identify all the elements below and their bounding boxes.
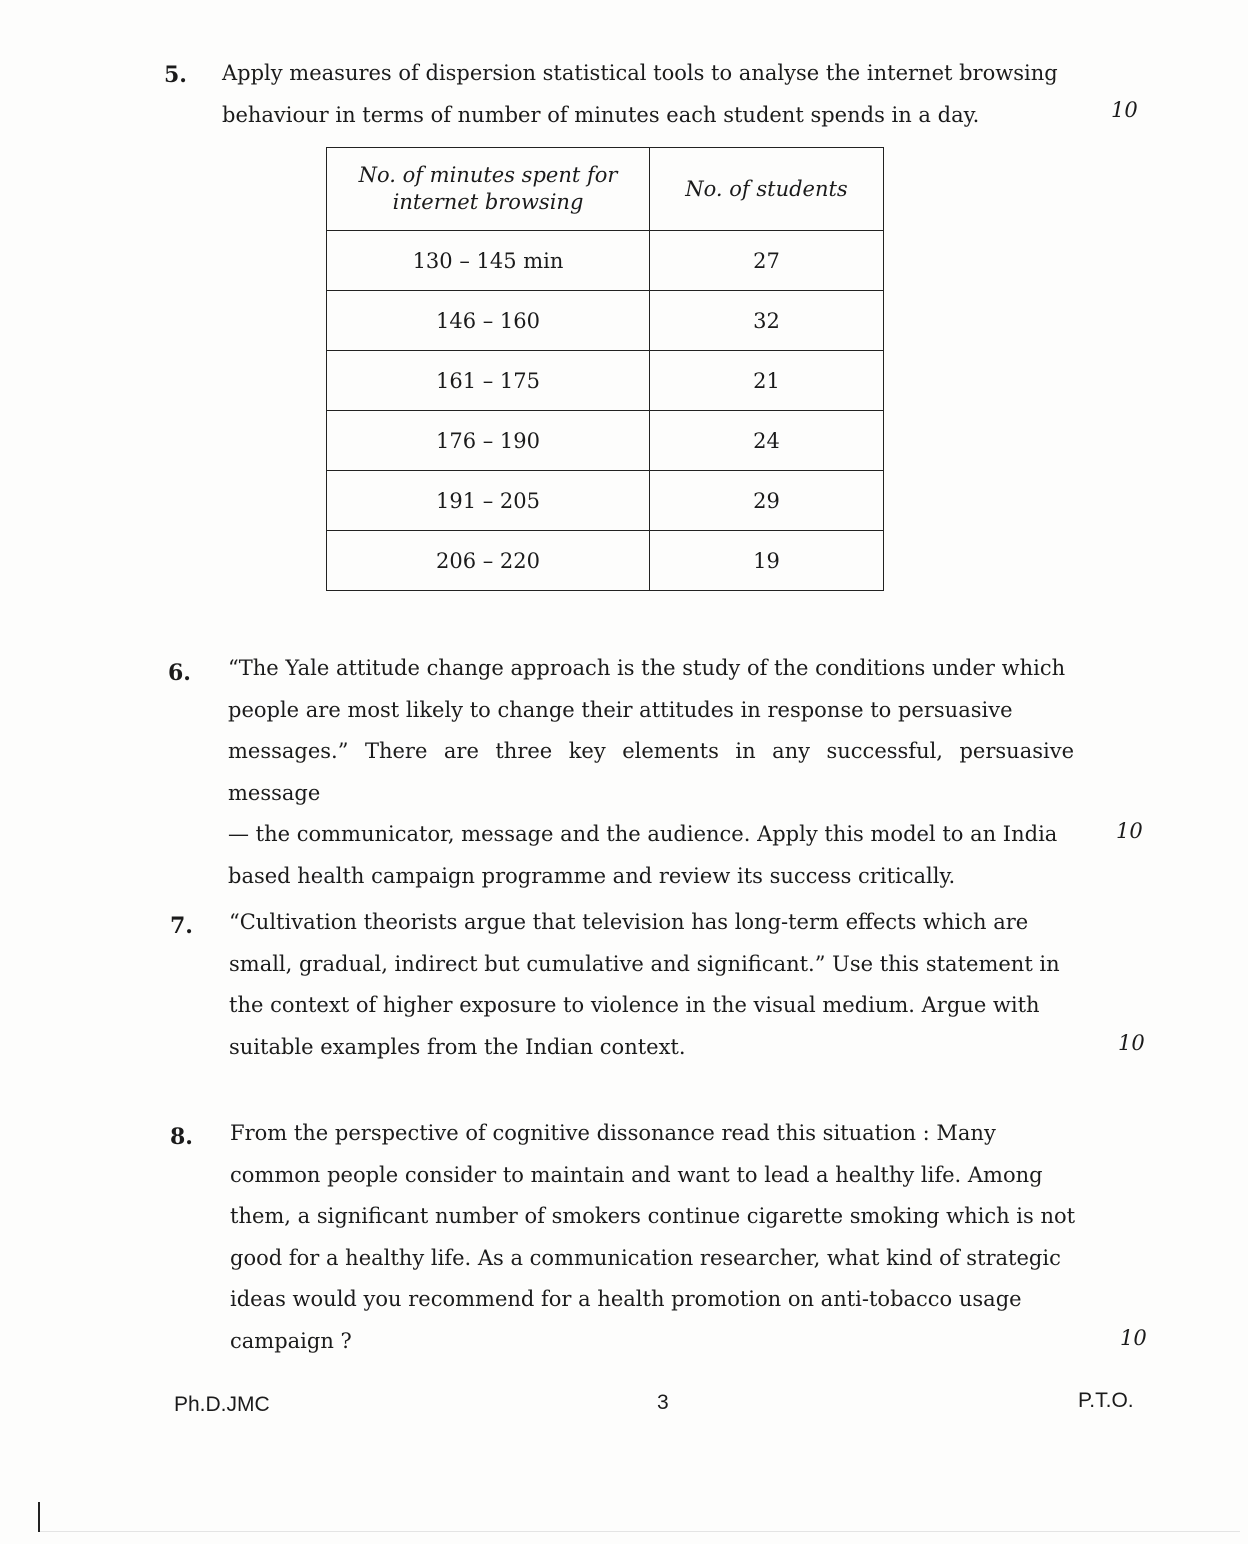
table-cell-students: 27 xyxy=(650,231,884,291)
scan-margin-mark xyxy=(38,1502,40,1532)
table-row xyxy=(327,471,884,531)
question-6-number: 6. xyxy=(168,660,191,686)
table-cell-students: 32 xyxy=(650,291,884,351)
question-6-text xyxy=(228,648,1074,897)
table-header-row xyxy=(327,148,884,231)
question-8-number: 8. xyxy=(170,1124,193,1150)
question-5-marks: 10 xyxy=(1111,98,1138,122)
table-cell-students: 29 xyxy=(650,471,884,531)
question-8-line: common people consider to maintain and want to lead a healthy life. Among xyxy=(230,1162,1043,1187)
table-cell-range: 146 – 160 xyxy=(327,291,650,351)
question-7-line: the context of higher exposure to violence in the visual medium. Argue with xyxy=(229,993,1040,1017)
question-7-line: “Cultivation theorists argue that television has long-term effects which are xyxy=(229,910,1029,934)
table-header-minutes xyxy=(327,148,650,231)
table-cell-students: 24 xyxy=(650,411,884,471)
question-5-number: 5. xyxy=(164,62,187,88)
question-8-line: campaign ? xyxy=(230,1328,352,1353)
table-cell-students: 21 xyxy=(650,351,884,411)
page-number: 3 xyxy=(657,1391,669,1414)
question-6-line: messages.” There are three key elements in any successful, persuasive message xyxy=(228,739,1074,805)
table-row xyxy=(327,531,884,591)
question-5-line: Apply measures of dispersion statistical tools to analyse the internet browsing xyxy=(222,61,1058,85)
question-5-text xyxy=(222,53,1068,136)
table-cell-range: 161 – 175 xyxy=(327,351,650,411)
question-8-line: From the perspective of cognitive dissonance read this situation : Many xyxy=(230,1121,996,1145)
question-8-text xyxy=(230,1113,1076,1362)
scan-bottom-edge xyxy=(40,1531,1240,1532)
question-7-line: suitable examples from the Indian context. xyxy=(229,1034,686,1059)
header-minutes-line2: internet browsing xyxy=(392,190,584,214)
question-7-marks: 10 xyxy=(1118,1031,1145,1055)
table-row xyxy=(327,351,884,411)
table-cell-range: 130 – 145 min xyxy=(327,231,650,291)
question-8-line: them, a significant number of smokers continue cigarette smoking which is not xyxy=(230,1204,1076,1228)
table-row xyxy=(327,411,884,471)
question-5-line: behaviour in terms of number of minutes each student spends in a day. xyxy=(222,102,980,127)
question-7-line: small, gradual, indirect but cumulative and significant.” Use this statement in xyxy=(229,951,1060,976)
table-header-students: No. of students xyxy=(650,148,884,231)
header-minutes-line1: No. of minutes spent for xyxy=(358,163,618,187)
pto-label: P.T.O. xyxy=(1078,1389,1134,1412)
browsing-minutes-table xyxy=(326,147,884,591)
table-cell-students: 19 xyxy=(650,531,884,591)
table-cell-range: 176 – 190 xyxy=(327,411,650,471)
question-8-line: good for a healthy life. As a communication researcher, what kind of strategic xyxy=(230,1245,1061,1270)
question-7-text xyxy=(229,902,1075,1068)
table-row xyxy=(327,231,884,291)
table-cell-range: 206 – 220 xyxy=(327,531,650,591)
question-7-number: 7. xyxy=(170,913,193,939)
question-6-line: based health campaign programme and review its success critically. xyxy=(228,863,956,888)
table-cell-range: 191 – 205 xyxy=(327,471,650,531)
question-6-line: people are most likely to change their attitudes in response to persuasive xyxy=(228,697,1013,722)
question-6-marks: 10 xyxy=(1116,819,1143,843)
question-8-line: ideas would you recommend for a health promotion on anti-tobacco usage xyxy=(230,1287,1022,1311)
question-6-line: “The Yale attitude change approach is the study of the conditions under which xyxy=(228,656,1066,680)
table-row xyxy=(327,291,884,351)
question-6-line: — the communicator, message and the audience. Apply this model to an India xyxy=(228,822,1058,846)
question-8-marks: 10 xyxy=(1120,1326,1147,1350)
paper-code: Ph.D.JMC xyxy=(174,1393,270,1416)
